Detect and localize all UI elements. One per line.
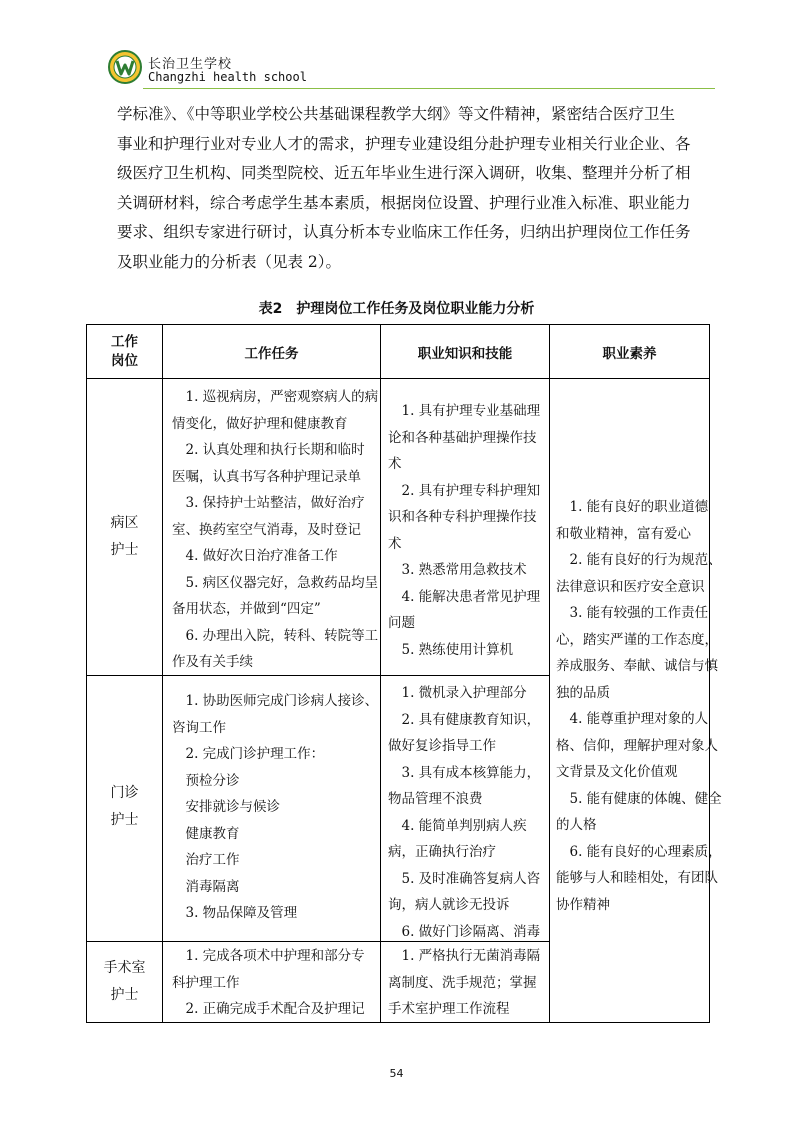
skill-line: 手术室护理工作流程 [388, 1001, 510, 1017]
skill-line: 论和各种基础护理操作技 [388, 429, 537, 446]
skill-line: 3. 具有成本核算能力， [388, 764, 541, 781]
skill-line: 6. 做好门诊隔离、消毒 [388, 923, 541, 940]
task-line: 室、换药室空气消毒，及时登记 [172, 521, 361, 538]
quality-line: 的人格 [556, 817, 597, 833]
skill-line: 离制度、洗手规范；掌握 [388, 974, 537, 991]
task-line: 2. 认真处理和执行长期和临时 [172, 442, 365, 458]
skill-line: 1. 严格执行无菌消毒隔 [388, 948, 541, 964]
table-border-top [86, 324, 710, 325]
skill-line: 术 [388, 456, 402, 472]
column-divider [162, 324, 163, 1023]
page-number: 54 [389, 1067, 404, 1080]
post-operating-room-nurse: 手术室 护士 [103, 960, 146, 1003]
header-row-divider [86, 378, 710, 379]
quality-line: 独的品质 [556, 684, 610, 701]
skill-line: 4. 能简单判别病人疾 [388, 817, 527, 834]
skill-line: 2. 具有健康教育知识， [388, 711, 541, 728]
skill-line: 1. 具有护理专业基础理 [388, 403, 541, 419]
skill-line: 病，正确执行治疗 [388, 844, 496, 860]
task-line: 咨询工作 [172, 719, 226, 736]
quality-line: 5. 能有健康的体魄、健全 [556, 790, 722, 807]
task-line: 2. 完成门诊护理工作： [172, 746, 325, 762]
outpatient-tasks [172, 688, 378, 927]
task-line: 3. 物品保障及管理 [172, 905, 298, 921]
paragraph-line: 事业和护理行业对专业人才的需求，护理专业建设组分赴护理专业相关行业企业、各 [117, 134, 691, 153]
column-divider [549, 324, 550, 1023]
paragraph-line: 学标准》、《中等职业学校公共基础课程教学大纲》等文件精神，紧密结合医疗卫生 [117, 105, 676, 123]
task-line: 作及有关手续 [172, 654, 253, 670]
task-line: 备用状态，并做到“四定” [172, 601, 321, 617]
page-header [108, 42, 715, 92]
operating-room-skills [388, 943, 540, 1023]
task-line: 6. 办理出入院，转科、转院等工 [172, 627, 379, 644]
skill-line: 做好复诊指导工作 [388, 738, 496, 754]
task-line: 安排就诊与候诊 [172, 799, 280, 815]
skill-line: 询，病人就诊无投诉 [388, 897, 510, 913]
task-line: 科护理工作 [172, 974, 240, 991]
task-line: 治疗工作 [172, 852, 240, 868]
skill-line: 2. 具有护理专科护理知 [388, 482, 541, 499]
quality-line: 养成服务、奉献、诚信与慎 [556, 658, 718, 674]
school-name-en: Changzhi health school [148, 70, 307, 84]
quality-line: 心，踏实严谨的工作态度， [556, 631, 718, 648]
ward-skills [388, 398, 540, 663]
paragraph-line: 关调研材料，综合考虑学生基本素质，根据岗位设置、护理行业准入标准、职业能力 [117, 193, 691, 212]
skill-line: 5. 及时准确答复病人咨 [388, 870, 541, 887]
quality-line: 格、信仰，理解护理对象人 [556, 737, 718, 754]
task-line: 情变化，做好护理和健康教育 [172, 415, 348, 432]
post-outpatient-nurse: 门诊 护士 [110, 785, 139, 828]
quality-line: 文背景及文化价值观 [556, 764, 678, 780]
post-ward-nurse: 病区 护士 [110, 515, 139, 558]
quality-line: 协作精神 [556, 896, 610, 913]
paragraph-line: 及职业能力的分析表（见表 2）。 [117, 252, 342, 271]
school-logo [108, 50, 142, 84]
task-line: 1. 完成各项术中护理和部分专 [172, 948, 365, 964]
quality-line: 1. 能有良好的职业道德 [556, 499, 709, 515]
header-quality: 职业素养 [602, 346, 657, 362]
skill-line: 4. 能解决患者常见护理 [388, 588, 541, 605]
skill-line: 术 [388, 535, 402, 552]
quality-line: 6. 能有良好的心理素质， [556, 843, 722, 860]
skill-line: 识和各种专科护理操作技 [388, 509, 537, 525]
ward-tasks [172, 384, 378, 676]
skill-line: 5. 熟练使用计算机 [388, 641, 514, 658]
header-post: 工作 岗位 [111, 334, 138, 369]
school-name-cn: 长治卫生学校 [148, 57, 233, 72]
analysis-table [86, 324, 722, 1024]
header-skills: 职业知识和技能 [417, 346, 513, 362]
task-line: 预检分诊 [172, 772, 240, 789]
task-line: 1. 巡视病房，严密观察病人的病 [172, 389, 379, 405]
header-divider [143, 88, 715, 89]
skill-line: 3. 熟悉常用急救技术 [388, 562, 527, 578]
task-line: 2. 正确完成手术配合及护理记 [172, 1001, 365, 1017]
operating-room-tasks [172, 943, 365, 1023]
column-divider [380, 324, 381, 1023]
table-caption: 表2 护理岗位工作任务及岗位职业能力分析 [258, 301, 535, 317]
skill-line: 物品管理不浪费 [388, 791, 483, 807]
table-border-left [86, 324, 87, 1023]
task-line: 健康教育 [172, 825, 240, 842]
task-line: 1. 协助医师完成门诊病人接诊、 [172, 693, 379, 709]
intro-paragraph [117, 100, 707, 277]
task-line: 3. 保持护士站整洁，做好治疗 [172, 495, 365, 511]
quality-line: 3. 能有较强的工作责任 [556, 605, 709, 621]
skill-line: 1. 微机录入护理部分 [388, 685, 527, 701]
professional-quality [556, 494, 722, 918]
task-line: 消毒隔离 [172, 878, 240, 895]
quality-line: 能够与人和睦相处，有团队 [556, 870, 718, 886]
quality-line: 2. 能有良好的行为规范、 [556, 552, 722, 568]
paragraph-line: 要求、组织专家进行研讨，认真分析本专业临床工作任务，归纳出护理岗位工作任务 [117, 223, 691, 241]
quality-line: 和敬业精神，富有爱心 [556, 525, 691, 542]
task-line: 4. 做好次日治疗准备工作 [172, 548, 338, 564]
paragraph-line: 级医疗卫生机构、同类型院校、近五年毕业生进行深入调研，收集、整理并分析了相 [117, 164, 691, 182]
skill-line: 问题 [388, 615, 415, 631]
outpatient-skills [388, 680, 540, 945]
task-line: 医嘱，认真书写各种护理记录单 [172, 468, 361, 485]
quality-line: 法律意识和医疗安全意识 [556, 578, 705, 595]
quality-line: 4. 能尊重护理对象的人 [556, 711, 709, 727]
task-line: 5. 病区仪器完好，急救药品均呈 [172, 574, 379, 591]
header-tasks: 工作任务 [244, 346, 299, 362]
